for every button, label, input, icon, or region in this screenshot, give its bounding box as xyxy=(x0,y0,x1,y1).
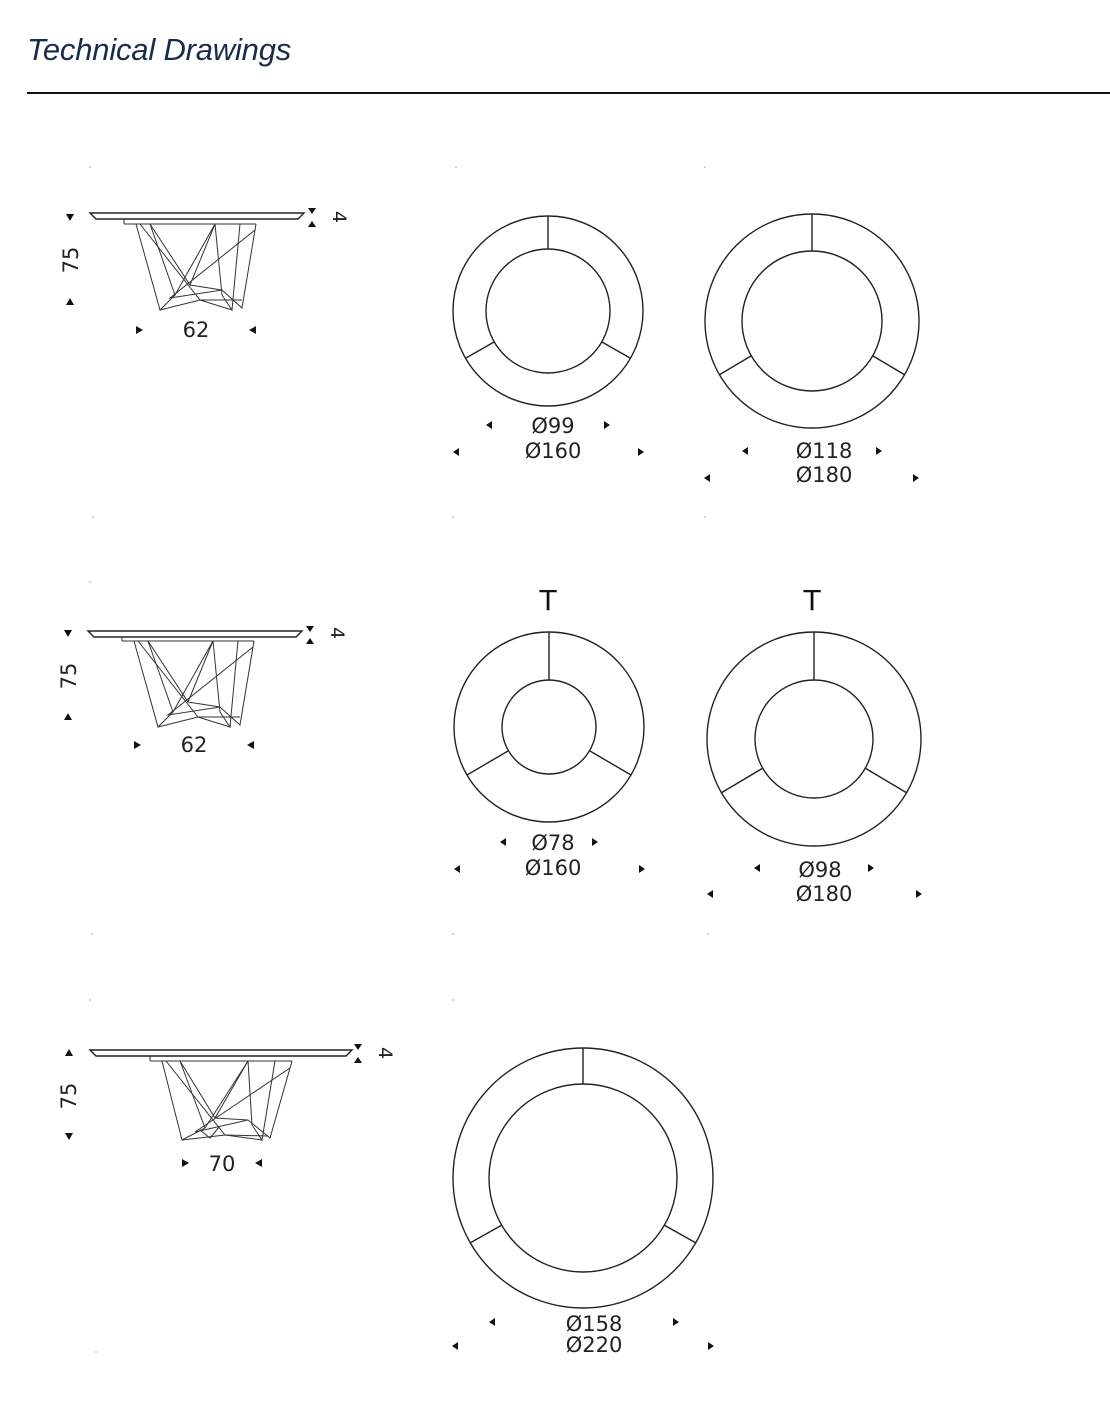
outer-diameter: Ø160 xyxy=(524,856,582,880)
inner-diameter: Ø78 xyxy=(531,831,575,855)
base-width-dimension: 62 xyxy=(182,318,210,342)
thickness-dimension: 4 xyxy=(374,1046,396,1060)
outer-diameter: Ø160 xyxy=(524,439,582,463)
top-view-5 xyxy=(452,1048,714,1357)
height-dimension: 75 xyxy=(59,246,83,274)
outer-diameter: Ø180 xyxy=(795,463,853,487)
side-view-row-3 xyxy=(57,1044,396,1176)
inner-diameter: Ø98 xyxy=(798,858,842,882)
inner-diameter: Ø99 xyxy=(531,414,575,438)
outer-diameter: Ø220 xyxy=(565,1333,623,1357)
thickness-dimension: 4 xyxy=(328,210,350,224)
side-view-row-2 xyxy=(57,626,348,757)
inner-diameter: Ø118 xyxy=(795,439,853,463)
top-view-4 xyxy=(707,584,922,906)
base-width-dimension: 70 xyxy=(208,1152,236,1176)
inner-diameter: Ø158 xyxy=(565,1312,623,1336)
t-mark: T xyxy=(803,584,821,617)
base-width-dimension: 62 xyxy=(180,733,208,757)
top-view-2 xyxy=(704,214,919,487)
height-dimension: 75 xyxy=(57,1082,81,1110)
top-view-1 xyxy=(453,216,644,463)
registration-dots xyxy=(89,166,709,1353)
side-view-row-1 xyxy=(59,208,350,342)
t-mark: T xyxy=(539,584,557,617)
height-dimension: 75 xyxy=(57,662,81,690)
top-view-3 xyxy=(454,584,645,880)
thickness-dimension: 4 xyxy=(326,626,348,640)
page-title: Technical Drawings xyxy=(27,32,292,67)
outer-diameter: Ø180 xyxy=(795,882,853,906)
